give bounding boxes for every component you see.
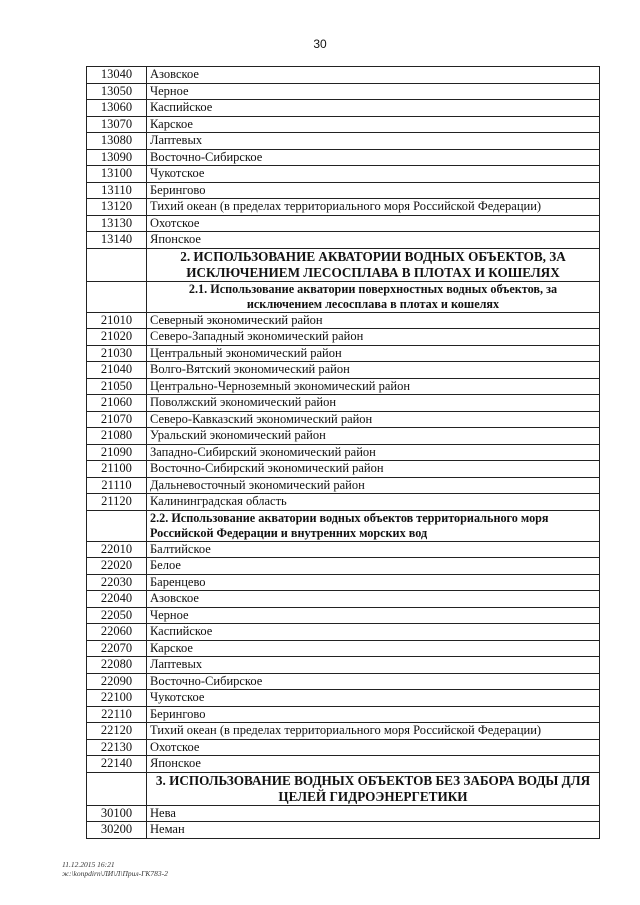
name-cell: Лаптевых [147,133,600,150]
code-cell: 21080 [87,428,147,445]
code-cell: 13060 [87,100,147,117]
name-cell: Северо-Кавказский экономический район [147,411,600,428]
name-cell: Балтийское [147,541,600,558]
table-row [87,558,600,575]
name-cell: Центральный экономический район [147,345,600,362]
table-row [87,574,600,591]
empty-code-cell [87,510,147,541]
code-cell: 30100 [87,805,147,822]
name-cell: Волго-Вятский экономический район [147,362,600,379]
table-row [87,706,600,723]
table-row [87,444,600,461]
code-cell: 21060 [87,395,147,412]
table-row [87,822,600,839]
code-cell: 21100 [87,461,147,478]
name-cell: Северо-Западный экономический район [147,329,600,346]
empty-code-cell [87,248,147,281]
code-cell: 13040 [87,67,147,84]
name-cell: Уральский экономический район [147,428,600,445]
table-row [87,624,600,641]
table-row [87,133,600,150]
code-cell: 21090 [87,444,147,461]
name-cell: Центрально-Черноземный экономический район [147,378,600,395]
table-row [87,67,600,84]
table-row [87,461,600,478]
table-row [87,378,600,395]
code-cell: 13110 [87,182,147,199]
table-row [87,673,600,690]
name-cell: Карское [147,640,600,657]
code-cell: 13130 [87,215,147,232]
name-cell: Чукотское [147,690,600,707]
code-cell: 13100 [87,166,147,183]
code-cell: 21040 [87,362,147,379]
code-cell: 22140 [87,756,147,773]
section-heading-row [87,772,600,805]
code-cell: 13070 [87,116,147,133]
name-cell: Лаптевых [147,657,600,674]
table-row [87,723,600,740]
code-cell: 22010 [87,541,147,558]
table-row [87,805,600,822]
code-cell: 22030 [87,574,147,591]
code-cell: 21010 [87,312,147,329]
code-cell: 13120 [87,199,147,216]
name-cell: Поволжский экономический район [147,395,600,412]
table-row [87,116,600,133]
empty-code-cell [87,772,147,805]
code-cell: 21050 [87,378,147,395]
name-cell: Черное [147,83,600,100]
table-row [87,657,600,674]
name-cell: Берингово [147,706,600,723]
name-cell: Калининградская область [147,494,600,511]
name-cell: Дальневосточный экономический район [147,477,600,494]
code-cell: 21120 [87,494,147,511]
name-cell: Тихий океан (в пределах территориального моря Российской Федерации) [147,723,600,740]
name-cell: Северный экономический район [147,312,600,329]
name-cell: Тихий океан (в пределах территориального моря Российской Федерации) [147,199,600,216]
name-cell: Черное [147,607,600,624]
table-row [87,591,600,608]
code-cell: 22120 [87,723,147,740]
section-heading: 2.1. Использование акватории поверхностных водных объектов, за исключением лесосплава в плотах и кошелях [147,281,600,312]
table-row [87,100,600,117]
code-cell: 22090 [87,673,147,690]
code-cell: 22060 [87,624,147,641]
code-cell: 21030 [87,345,147,362]
code-cell: 22080 [87,657,147,674]
name-cell: Белое [147,558,600,575]
name-cell: Охотское [147,739,600,756]
table-row [87,312,600,329]
section-heading-row [87,248,600,281]
empty-code-cell [87,281,147,312]
code-cell: 22100 [87,690,147,707]
table-row [87,477,600,494]
name-cell: Азовское [147,591,600,608]
name-cell: Охотское [147,215,600,232]
code-cell: 22110 [87,706,147,723]
code-cell: 22040 [87,591,147,608]
table-row [87,83,600,100]
section-heading: 2. ИСПОЛЬЗОВАНИЕ АКВАТОРИИ ВОДНЫХ ОБЪЕКТОВ, ЗА ИСКЛЮЧЕНИЕМ ЛЕСОСПЛАВА В ПЛОТАХ И КОШЕЛЯХ [147,248,600,281]
table-row [87,345,600,362]
table-row [87,149,600,166]
table-row [87,395,600,412]
table-row [87,690,600,707]
code-cell: 13140 [87,232,147,249]
table-row [87,541,600,558]
table-row [87,199,600,216]
footer-file-path: ж:\konpdirn\ЛИ\Л\Прил-ГК783-2 [62,869,168,878]
code-cell: 21110 [87,477,147,494]
footer-timestamp: 11.12.2015 16:21 [62,860,115,869]
name-cell: Каспийское [147,100,600,117]
table-row [87,640,600,657]
code-cell: 22020 [87,558,147,575]
table-body [87,67,600,839]
name-cell: Азовское [147,67,600,84]
name-cell: Японское [147,232,600,249]
name-cell: Западно-Сибирский экономический район [147,444,600,461]
page-number: 30 [313,37,327,51]
name-cell: Восточно-Сибирский экономический район [147,461,600,478]
section-heading-row [87,281,600,312]
code-cell: 21070 [87,411,147,428]
table-row [87,607,600,624]
code-cell: 13090 [87,149,147,166]
table-row [87,411,600,428]
code-cell: 13050 [87,83,147,100]
code-cell: 30200 [87,822,147,839]
section-heading: 3. ИСПОЛЬЗОВАНИЕ ВОДНЫХ ОБЪЕКТОВ БЕЗ ЗАБОРА ВОДЫ ДЛЯ ЦЕЛЕЙ ГИДРОЭНЕРГЕТИКИ [147,772,600,805]
code-cell: 22070 [87,640,147,657]
table-row [87,166,600,183]
name-cell: Баренцево [147,574,600,591]
table-row [87,362,600,379]
name-cell: Каспийское [147,624,600,641]
table-row [87,756,600,773]
name-cell: Японское [147,756,600,773]
code-cell: 13080 [87,133,147,150]
code-cell: 22050 [87,607,147,624]
name-cell: Восточно-Сибирское [147,149,600,166]
table-row [87,494,600,511]
table-row [87,232,600,249]
code-cell: 21020 [87,329,147,346]
table-row [87,428,600,445]
name-cell: Нева [147,805,600,822]
water-use-codes-table [86,66,600,839]
name-cell: Восточно-Сибирское [147,673,600,690]
table-row [87,329,600,346]
name-cell: Неман [147,822,600,839]
table-row [87,739,600,756]
name-cell: Чукотское [147,166,600,183]
name-cell: Карское [147,116,600,133]
table-row [87,182,600,199]
code-cell: 22130 [87,739,147,756]
name-cell: Берингово [147,182,600,199]
footer-stamp [62,860,168,878]
table-row [87,215,600,232]
section-heading-row [87,510,600,541]
section-heading: 2.2. Использование акватории водных объектов территориального моря Российской Федерации и внутренних морских вод [147,510,600,541]
